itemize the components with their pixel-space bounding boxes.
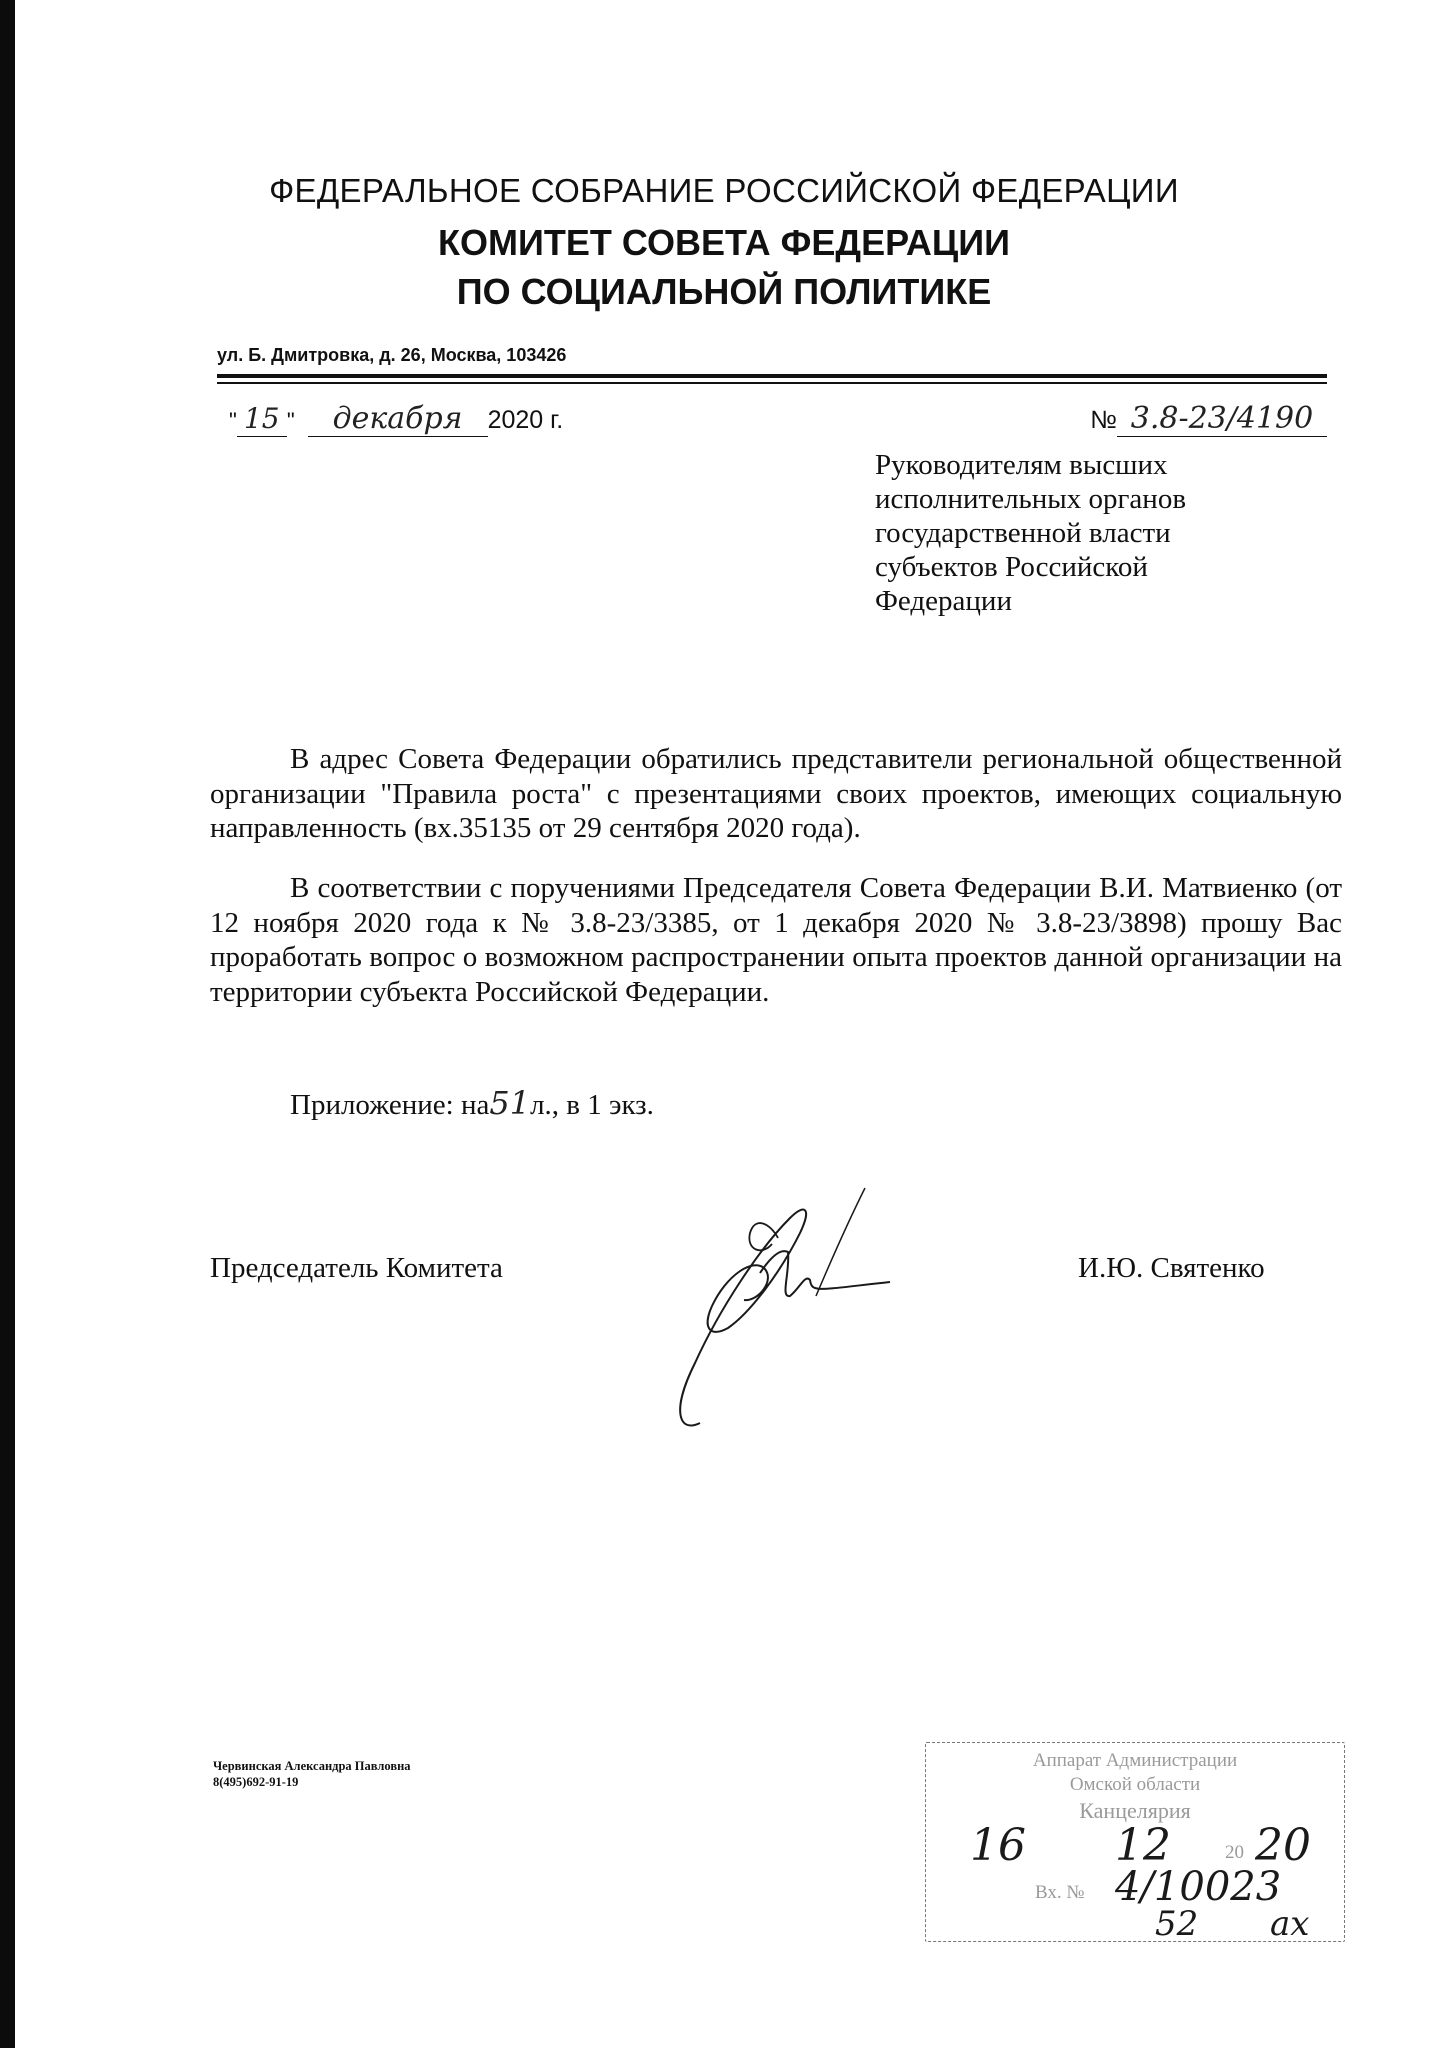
header-rule-thick [217, 374, 1327, 378]
recipient-line: Федерации [875, 585, 1012, 617]
parliament-title: ФЕДЕРАЛЬНОЕ СОБРАНИЕ РОССИЙСКОЙ ФЕДЕРАЦИИ [269, 172, 1179, 209]
signatory-position: Председатель Комитета [210, 1252, 503, 1284]
number-prefix: № [1090, 406, 1117, 434]
stamp-line-2: Омской области [1069, 1774, 1201, 1795]
committee-title: КОМИТЕТ СОВЕТА ФЕДЕРАЦИИ [438, 222, 1010, 263]
attachment-suffix: л., в 1 экз. [530, 1089, 654, 1121]
executor-phone: 8(495)692-91-19 [213, 1775, 299, 1789]
date-day: 15 [237, 402, 287, 437]
handwritten-signature [640, 1178, 900, 1438]
stamp-line-1: Аппарат Администрации [1032, 1750, 1238, 1771]
registration-stamp [925, 1742, 1345, 1942]
stamp-day: 16 [970, 1820, 1026, 1871]
stamp-line-3: Канцелярия [1079, 1798, 1191, 1823]
body-paragraph-1: В адрес Совета Федерации обратились представители региональной общественной организации "Правила роста" с презентациями своих проектов, имеющих социальную направленность (вх.35135 от 29 сентября 2020 года). [210, 743, 1342, 844]
executor-info [213, 1758, 411, 1790]
scan-edge [0, 0, 15, 2048]
document-date: " 15 " декабря 2020 г. [229, 401, 564, 436]
attachment-count: 51 [489, 1084, 531, 1122]
executor-name: Червинская Александра Павловна [213, 1759, 411, 1773]
recipient-line: государственной власти [875, 517, 1171, 549]
stamp-sheets: 52 [1155, 1904, 1199, 1944]
recipient-block [875, 448, 1325, 618]
body-paragraph-2: В соответствии с поручениями Председателя Совета Федерации В.И. Матвиенко (от 12 ноября 2020 года к № 3.8-23/3385, от 1 декабря 2020 № 3.8-23/3898) прошу Вас проработать вопрос о возможном распространении опыта проектов данной организации на территории субъекта Российской Федерации. [210, 872, 1342, 1008]
date-year: 2020 г. [487, 406, 564, 434]
recipient-line: исполнительных органов [875, 483, 1187, 515]
stamp-number: 4/10023 [1115, 1864, 1282, 1910]
stamp-year: 20 [1255, 1820, 1311, 1871]
document-number [1090, 402, 1327, 437]
stamp-year-prefix: 20 [1225, 1842, 1244, 1863]
signatory-name: И.Ю. Святенко [1078, 1252, 1265, 1284]
attachment-prefix: Приложение: на [290, 1089, 490, 1121]
stamp-sheets-suffix: ах [1270, 1904, 1310, 1944]
stamp-month: 12 [1115, 1820, 1171, 1871]
recipient-line: Руководителям высших [875, 449, 1168, 481]
recipient-line: субъектов Российской [875, 551, 1148, 583]
attachment-line [290, 1086, 990, 1123]
committee-subtitle: ПО СОЦИАЛЬНОЙ ПОЛИТИКЕ [456, 271, 992, 312]
date-number-row [217, 398, 1327, 446]
stamp-number-label: Вх. № [1035, 1882, 1085, 1903]
number-value: 3.8-23/4190 [1117, 402, 1327, 437]
header-rule-thin [217, 382, 1327, 384]
date-month: декабря [308, 402, 488, 437]
address: ул. Б. Дмитровка, д. 26, Москва, 103426 [217, 345, 567, 365]
